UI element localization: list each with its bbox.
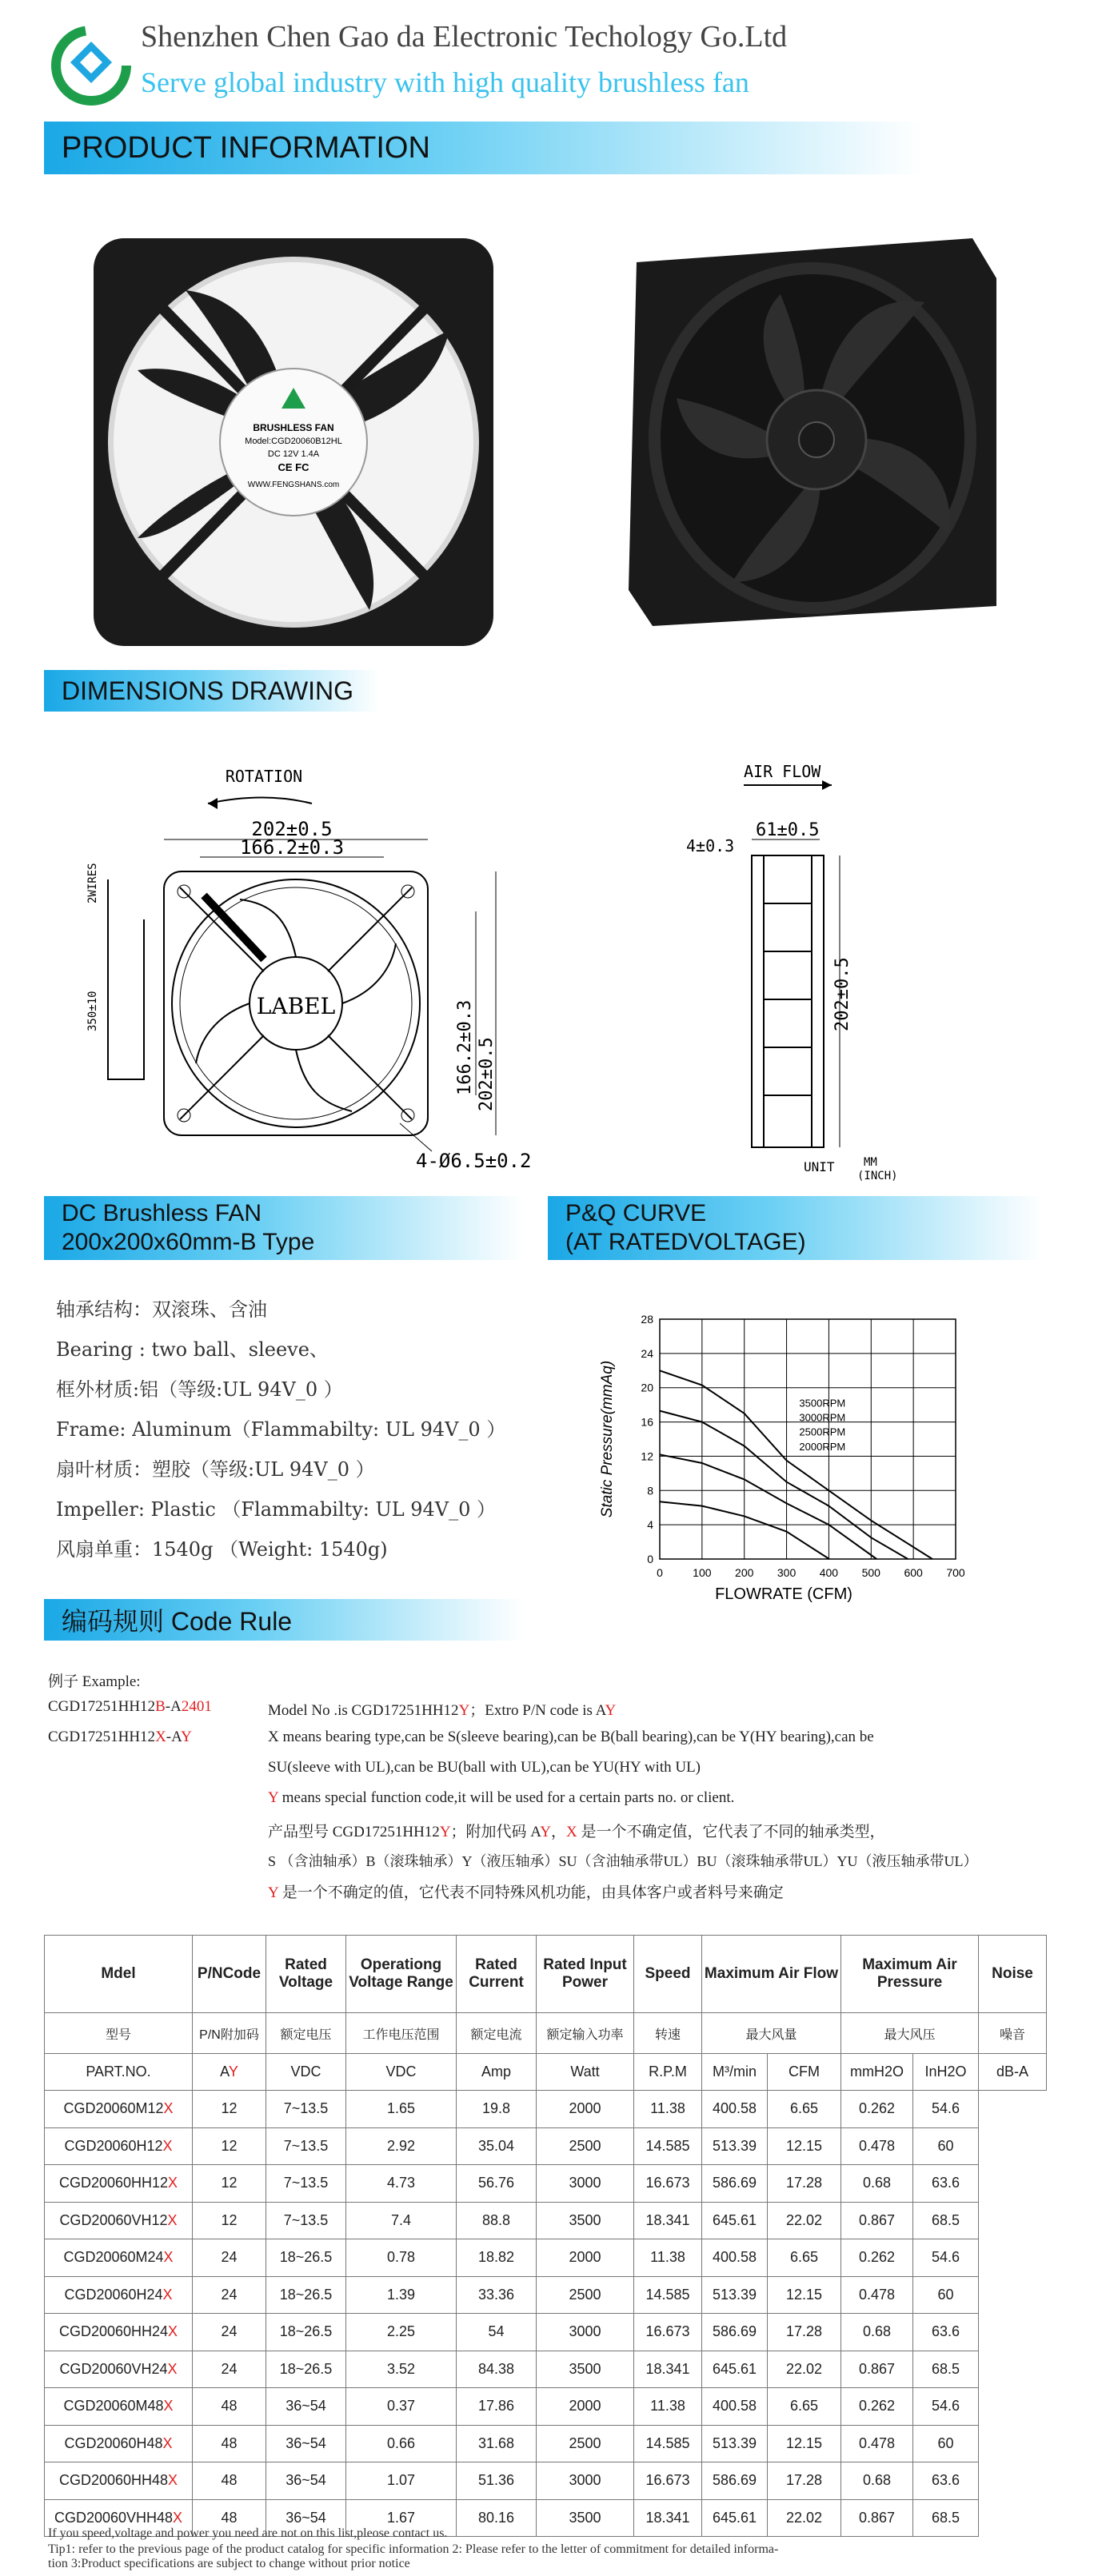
cell-model: CGD20060M48X — [45, 2388, 193, 2426]
cell-range: 7~13.5 — [266, 2127, 346, 2165]
cell-m3min: 14.585 — [634, 2425, 702, 2462]
x-tick-label: 100 — [693, 1566, 712, 1579]
header-rated-voltage: Rated Voltage — [266, 1936, 346, 2013]
cell-inh2o: 0.262 — [841, 2388, 913, 2426]
cell-range: 18~26.5 — [266, 2351, 346, 2388]
cn-header-speed: 转速 — [634, 2013, 702, 2054]
cell-range: 36~54 — [266, 2388, 346, 2426]
table-row — [45, 2091, 1047, 2128]
cell-voltage: 48 — [193, 2425, 266, 2462]
cell-m3min: 18.341 — [634, 2351, 702, 2388]
cell-model: CGD20060H48X — [45, 2425, 193, 2462]
cell-power: 51.36 — [457, 2462, 537, 2500]
cell-model: CGD20060HH24X — [45, 2314, 193, 2351]
cell-speed: 3000 — [537, 2314, 634, 2351]
cell-noise: 54.6 — [913, 2091, 979, 2128]
cell-power: 84.38 — [457, 2351, 537, 2388]
cell-range: 18~26.5 — [266, 2314, 346, 2351]
dimension-drawing-side — [672, 752, 960, 1183]
series-line-3500RPM — [660, 1370, 932, 1559]
header-speed: Speed — [634, 1936, 702, 2013]
unit-mmh2o: mmH2O — [841, 2054, 913, 2091]
cell-cfm: 400.58 — [702, 2388, 768, 2426]
rule-cn-line1: 产品型号 CGD17251HH12Y；附加代码 AY，X 是一个不确定值，它代表了不同的轴承类型， — [268, 1824, 885, 1840]
fan-label-line3: DC 12V 1.4A — [267, 449, 320, 459]
cell-speed: 3500 — [537, 2499, 634, 2537]
cell-m3min: 16.673 — [634, 2462, 702, 2500]
cell-speed: 2000 — [537, 2388, 634, 2426]
x-axis-label: FLOWRATE (CFM) — [715, 1585, 852, 1603]
holes-dim: 4-Ø6.5±0.2 — [416, 1150, 532, 1172]
cell-current: 1.65 — [346, 2091, 457, 2128]
section-dimensions-drawing: DIMENSIONS DRAWING — [44, 670, 380, 712]
cell-inh2o: 0.262 — [841, 2239, 913, 2277]
table-row — [45, 2388, 1047, 2426]
cell-noise: 60 — [913, 2425, 979, 2462]
cell-mmh2o: 6.65 — [768, 2091, 841, 2128]
cell-range: 36~54 — [266, 2425, 346, 2462]
cell-voltage: 12 — [193, 2091, 266, 2128]
cell-cfm: 513.39 — [702, 2127, 768, 2165]
cell-cfm: 513.39 — [702, 2425, 768, 2462]
dim-166-side: 166.2±0.3 — [455, 999, 475, 1095]
dim-166-top: 166.2±0.3 — [239, 836, 345, 859]
footer-line2: Tip1: refer to the previous page of the product catalog for specific information 2: Please refer to the letter of commitment for detailed informa- — [48, 2542, 779, 2556]
unit-cfm: CFM — [768, 2054, 841, 2091]
unit-mm: MM — [864, 1156, 877, 1169]
cell-voltage: 12 — [193, 2127, 266, 2165]
rule-cn-line2: S （含油轴承）B（滚珠轴承）Y（液压轴承）SU（含油轴承带UL）BU（滚珠轴承带UL）YU（液压轴承带UL） — [268, 1853, 978, 1869]
cell-speed: 2500 — [537, 2425, 634, 2462]
header-model: Mdel — [45, 1936, 193, 2013]
spec-impeller-cn: 扇叶材质：塑胶（等级:UL 94V_0 ） — [56, 1458, 375, 1481]
fan-title-line1: DC Brushless FAN — [62, 1200, 262, 1226]
unit-amp: Amp — [457, 2054, 537, 2091]
dimension-drawing-front — [32, 760, 544, 1175]
unit-vdc-range: VDC — [346, 2054, 457, 2091]
unit-m3min: M³/min — [702, 2054, 768, 2091]
table-row — [45, 2314, 1047, 2351]
cell-mmh2o: 17.28 — [768, 2165, 841, 2203]
rule-x-line2: SU(sleeve with UL),can be BU(ball with UL),can be YU(HY with UL) — [268, 1759, 701, 1776]
example-1-desc: Model No .is CGD17251HH12Y；Extro P/N code is AY — [268, 1702, 617, 1719]
y-tick-label: 8 — [647, 1484, 653, 1497]
cell-current: 4.73 — [346, 2165, 457, 2203]
cell-mmh2o: 12.15 — [768, 2425, 841, 2462]
cn-header-voltage: 额定电压 — [266, 2013, 346, 2054]
footer-line3: tion 3:Product specifications are subject to change without prior notice — [48, 2557, 410, 2570]
cell-voltage: 48 — [193, 2499, 266, 2537]
table-row — [45, 2462, 1047, 2500]
y-tick-label: 28 — [641, 1313, 653, 1326]
rule-x-line1: X means bearing type,can be S(sleeve bearing),can be B(ball bearing),can be Y(HY bearing),can be — [268, 1729, 874, 1745]
cn-header-power: 额定输入功率 — [537, 2013, 634, 2054]
cell-cfm: 400.58 — [702, 2239, 768, 2277]
spec-bearing-en: Bearing : two ball、sleeve、 — [56, 1338, 329, 1361]
header-noise: Noise — [979, 1936, 1047, 2013]
cell-mmh2o: 22.02 — [768, 2351, 841, 2388]
cell-m3min: 16.673 — [634, 2165, 702, 2203]
cell-current: 0.78 — [346, 2239, 457, 2277]
cell-voltage: 24 — [193, 2314, 266, 2351]
cell-model: CGD20060VH24X — [45, 2351, 193, 2388]
dim-61: 61±0.5 — [756, 820, 820, 840]
cell-current: 1.07 — [346, 2462, 457, 2500]
cell-range: 18~26.5 — [266, 2239, 346, 2277]
cn-header-range: 工作电压范围 — [346, 2013, 457, 2054]
cell-speed: 2500 — [537, 2276, 634, 2314]
cell-current: 7.4 — [346, 2202, 457, 2239]
unit-rpm: R.P.M — [634, 2054, 702, 2091]
cell-mmh2o: 6.65 — [768, 2388, 841, 2426]
cell-mmh2o: 22.02 — [768, 2202, 841, 2239]
cell-inh2o: 0.478 — [841, 2425, 913, 2462]
cell-inh2o: 0.478 — [841, 2276, 913, 2314]
y-tick-label: 20 — [641, 1381, 653, 1394]
x-tick-label: 700 — [946, 1566, 965, 1579]
example-label: 例子 Example: — [48, 1673, 141, 1690]
cell-model: CGD20060VHH48X — [45, 2499, 193, 2537]
unit-label: UNIT — [804, 1159, 835, 1174]
series-label-3500RPM: 3500RPM — [799, 1397, 846, 1410]
y-tick-label: 0 — [647, 1553, 653, 1565]
cell-speed: 2000 — [537, 2239, 634, 2277]
header-air-pressure: Maximum Air Pressure — [841, 1936, 979, 2013]
unit-inh2o: InH2O — [913, 2054, 979, 2091]
cell-m3min: 11.38 — [634, 2239, 702, 2277]
cell-voltage: 24 — [193, 2351, 266, 2388]
dim-202-top: 202±0.5 — [251, 818, 333, 840]
header-air-flow: Maximum Air Flow — [702, 1936, 841, 2013]
fan-label-line2: Model:CGD20060B12HL — [245, 437, 342, 446]
cell-voltage: 48 — [193, 2462, 266, 2500]
cell-range: 36~54 — [266, 2462, 346, 2500]
cell-power: 33.36 — [457, 2276, 537, 2314]
cell-voltage: 48 — [193, 2388, 266, 2426]
table-row — [45, 2165, 1047, 2203]
cell-mmh2o: 22.02 — [768, 2499, 841, 2537]
cell-inh2o: 0.262 — [841, 2091, 913, 2128]
fan-label-line5: WWW.FENGSHANS.com — [247, 481, 340, 489]
dim-202-side: 202±0.5 — [477, 1037, 497, 1111]
x-tick-label: 300 — [777, 1566, 797, 1579]
cell-model: CGD20060HH12X — [45, 2165, 193, 2203]
header-voltage-range: Operationg Voltage Range — [346, 1936, 457, 2013]
x-tick-label: 200 — [735, 1566, 754, 1579]
cell-noise: 60 — [913, 2276, 979, 2314]
spec-frame-cn: 框外材质:铝（等级:UL 94V_0 ） — [56, 1378, 343, 1401]
cell-speed: 3500 — [537, 2351, 634, 2388]
cell-model: CGD20060VH12X — [45, 2202, 193, 2239]
y-tick-label: 4 — [647, 1518, 653, 1532]
cell-current: 1.39 — [346, 2276, 457, 2314]
cell-noise: 68.5 — [913, 2499, 979, 2537]
cell-range: 36~54 — [266, 2499, 346, 2537]
pq-chart — [588, 1303, 1004, 1623]
cell-current: 0.66 — [346, 2425, 457, 2462]
plot-frame — [660, 1319, 956, 1559]
unit-dba: dB-A — [979, 2054, 1047, 2091]
table-row — [45, 2425, 1047, 2462]
fan-label-line1: BRUSHLESS FAN — [253, 422, 334, 433]
cell-cfm: 645.61 — [702, 2202, 768, 2239]
cell-inh2o: 0.867 — [841, 2202, 913, 2239]
y-tick-label: 12 — [641, 1449, 653, 1463]
table-row — [45, 2127, 1047, 2165]
cell-current: 2.25 — [346, 2314, 457, 2351]
cell-noise: 68.5 — [913, 2351, 979, 2388]
cell-noise: 54.6 — [913, 2388, 979, 2426]
spec-impeller-en: Impeller: Plastic （Flammabilty: UL 94V_0 ） — [56, 1498, 497, 1521]
cell-mmh2o: 17.28 — [768, 2314, 841, 2351]
cell-range: 7~13.5 — [266, 2202, 346, 2239]
cell-range: 7~13.5 — [266, 2165, 346, 2203]
section-product-information: PRODUCT INFORMATION — [44, 122, 924, 174]
cell-current: 2.92 — [346, 2127, 457, 2165]
cell-current: 1.67 — [346, 2499, 457, 2537]
cell-power: 17.86 — [457, 2388, 537, 2426]
cell-noise: 63.6 — [913, 2314, 979, 2351]
cell-m3min: 18.341 — [634, 2499, 702, 2537]
air-flow-label: AIR FLOW — [744, 762, 821, 781]
cell-voltage: 12 — [193, 2165, 266, 2203]
spec-frame-en: Frame: Aluminum（Flammabilty: UL 94V_0 ） — [56, 1418, 506, 1441]
x-tick-label: 500 — [861, 1566, 880, 1579]
pq-title-line2: (AT RATEDVOLTAGE) — [565, 1229, 806, 1255]
cell-voltage: 12 — [193, 2202, 266, 2239]
cell-inh2o: 0.478 — [841, 2127, 913, 2165]
y-tick-label: 16 — [641, 1415, 653, 1429]
cn-header-flow: 最大风量 — [702, 2013, 841, 2054]
cell-cfm: 645.61 — [702, 2499, 768, 2537]
cell-power: 54 — [457, 2314, 537, 2351]
cn-header-current: 额定电流 — [457, 2013, 537, 2054]
cell-model: CGD20060H12X — [45, 2127, 193, 2165]
cn-header-model: 型号 — [45, 2013, 193, 2054]
cell-speed: 2000 — [537, 2091, 634, 2128]
cell-range: 7~13.5 — [266, 2091, 346, 2128]
cell-cfm: 586.69 — [702, 2462, 768, 2500]
cell-noise: 63.6 — [913, 2462, 979, 2500]
cell-cfm: 586.69 — [702, 2165, 768, 2203]
cell-model: CGD20060M12X — [45, 2091, 193, 2128]
x-tick-label: 400 — [819, 1566, 839, 1579]
header-input-power: Rated Input Power — [537, 1936, 634, 2013]
company-logo — [50, 24, 133, 107]
cell-power: 88.8 — [457, 2202, 537, 2239]
cell-noise: 54.6 — [913, 2239, 979, 2277]
cell-model: CGD20060HH48X — [45, 2462, 193, 2500]
drawing-label: LABEL — [256, 993, 336, 1019]
fan-title-line2: 200x200x60mm-B Type — [62, 1229, 315, 1255]
y-tick-label: 24 — [641, 1346, 653, 1360]
cell-m3min: 14.585 — [634, 2127, 702, 2165]
cell-power: 80.16 — [457, 2499, 537, 2537]
company-name: Shenzhen Chen Gao da Electronic Techology Go.Ltd — [141, 20, 788, 54]
table-row — [45, 2202, 1047, 2239]
section-fan-title — [44, 1196, 524, 1260]
series-label-2000RPM: 2000RPM — [799, 1440, 846, 1453]
cell-power: 56.76 — [457, 2165, 537, 2203]
cell-cfm: 645.61 — [702, 2351, 768, 2388]
cell-noise: 68.5 — [913, 2202, 979, 2239]
cell-range: 18~26.5 — [266, 2276, 346, 2314]
cell-m3min: 18.341 — [634, 2202, 702, 2239]
rule-y-line: Y means special function code,it will be used for a certain parts no. or client. — [268, 1789, 735, 1806]
wire-length: 350±10 — [86, 991, 99, 1031]
cell-current: 3.52 — [346, 2351, 457, 2388]
cell-speed: 2500 — [537, 2127, 634, 2165]
cell-inh2o: 0.68 — [841, 2314, 913, 2351]
series-line-3000RPM — [660, 1411, 908, 1559]
cell-voltage: 24 — [193, 2276, 266, 2314]
spec-table — [44, 1935, 1047, 2537]
footer-line1: If you speed,voltage and power you need are not on this list,pleose contact us. — [48, 2526, 448, 2540]
y-axis-label: Static Pressure(mmAq) — [599, 1360, 616, 1518]
example-2: CGD17251HH12X-AY — [48, 1729, 192, 1745]
cell-noise: 63.6 — [913, 2165, 979, 2203]
cn-header-noise: 噪音 — [979, 2013, 1047, 2054]
example-1: CGD17251HH12B-A2401 — [48, 1698, 212, 1715]
fan-angled-photo — [621, 230, 1004, 630]
header-rated-current: Rated Current — [457, 1936, 537, 2013]
cell-speed: 3000 — [537, 2462, 634, 2500]
unit-watt: Watt — [537, 2054, 634, 2091]
cell-mmh2o: 12.15 — [768, 2127, 841, 2165]
unit-part-no: PART.NO. — [45, 2054, 193, 2091]
header-pn-code: P/NCode — [193, 1936, 266, 2013]
unit-vdc: VDC — [266, 2054, 346, 2091]
cell-power: 19.8 — [457, 2091, 537, 2128]
cell-speed: 3000 — [537, 2165, 634, 2203]
section-pq-curve — [548, 1196, 1044, 1260]
section-code-rule: 编码规则 Code Rule — [44, 1599, 524, 1641]
cell-inh2o: 0.68 — [841, 2462, 913, 2500]
cell-power: 35.04 — [457, 2127, 537, 2165]
cell-model: CGD20060M24X — [45, 2239, 193, 2277]
cell-cfm: 586.69 — [702, 2314, 768, 2351]
table-row — [45, 2351, 1047, 2388]
cell-m3min: 11.38 — [634, 2388, 702, 2426]
rotation-label: ROTATION — [225, 767, 303, 786]
cn-header-pressure: 最大风压 — [841, 2013, 979, 2054]
fan-front-photo — [90, 234, 497, 650]
cell-cfm: 400.58 — [702, 2091, 768, 2128]
series-label-3000RPM: 3000RPM — [799, 1411, 846, 1424]
cell-m3min: 16.673 — [634, 2314, 702, 2351]
cn-header-pn: P/N附加码 — [193, 2013, 266, 2054]
table-row — [45, 2276, 1047, 2314]
series-label-2500RPM: 2500RPM — [799, 1426, 846, 1438]
x-tick-label: 0 — [657, 1566, 663, 1579]
cell-power: 18.82 — [457, 2239, 537, 2277]
cell-power: 31.68 — [457, 2425, 537, 2462]
cell-cfm: 513.39 — [702, 2276, 768, 2314]
table-row — [45, 2239, 1047, 2277]
dim-4: 4±0.3 — [686, 836, 735, 855]
company-slogan: Serve global industry with high quality brushless fan — [141, 66, 749, 98]
spec-bearing-cn: 轴承结构：双滚珠、含油 — [56, 1298, 267, 1321]
unit-inch: (INCH) — [857, 1170, 898, 1182]
cell-mmh2o: 17.28 — [768, 2462, 841, 2500]
cell-inh2o: 0.867 — [841, 2351, 913, 2388]
cell-current: 0.37 — [346, 2388, 457, 2426]
fan-label-line4: CE FC — [277, 461, 309, 473]
cell-speed: 3500 — [537, 2202, 634, 2239]
pn-code-cell: AY — [193, 2054, 266, 2091]
cell-mmh2o: 12.15 — [768, 2276, 841, 2314]
x-tick-label: 600 — [904, 1566, 923, 1579]
cell-m3min: 14.585 — [634, 2276, 702, 2314]
cell-model: CGD20060H24X — [45, 2276, 193, 2314]
spec-weight: 风扇单重：1540g （Weight: 1540g) — [56, 1538, 388, 1561]
cell-inh2o: 0.867 — [841, 2499, 913, 2537]
pq-title-line1: P&Q CURVE — [565, 1200, 707, 1226]
series-line-2500RPM — [660, 1454, 876, 1559]
cell-voltage: 24 — [193, 2239, 266, 2277]
cell-mmh2o: 6.65 — [768, 2239, 841, 2277]
wires-label: 2WIRES — [86, 863, 99, 903]
cell-inh2o: 0.68 — [841, 2165, 913, 2203]
cell-noise: 60 — [913, 2127, 979, 2165]
cell-m3min: 11.38 — [634, 2091, 702, 2128]
dim-202-right: 202±0.5 — [832, 957, 852, 1031]
rule-cn-line3: Y 是一个不确定的值，它代表不同特殊风机功能，由具体客户或者料号来确定 — [268, 1884, 784, 1901]
